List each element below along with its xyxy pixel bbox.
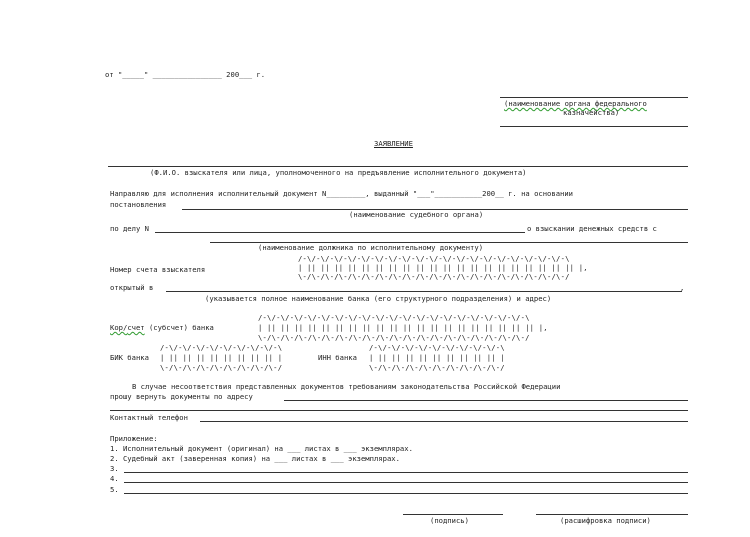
bank-caption: (указывается полное наименование банка (его структурного подразделения) и адрес) bbox=[205, 294, 552, 303]
bank-line bbox=[166, 291, 682, 292]
debtor-caption: (наименование должника по исполнительному документу) bbox=[258, 243, 484, 252]
inn-cells: | || || || || || || || || || | bbox=[369, 353, 505, 362]
body-line-1: Направляю для исполнения исполнительный документ N_________, выданный "___"___________200__ г. на основании bbox=[110, 189, 574, 198]
bik-cells: | || || || || || || || || | bbox=[160, 353, 283, 362]
attachment-item-2: 2. Судебный акт (заверенная копия) на ___ листах в ___ экземплярах. bbox=[110, 454, 400, 463]
inn-cells-top: /-\/-\/-\/-\/-\/-\/-\/-\/-\/-\ bbox=[369, 343, 505, 352]
kor-label: Кор/счет (субсчет) банка bbox=[110, 323, 214, 332]
bik-label: БИК банка bbox=[110, 353, 149, 362]
authority-caption-2: казначейства) bbox=[563, 108, 620, 117]
kor-cells-top: /-\/-\/-\/-\/-\/-\/-\/-\/-\/-\/-\/-\/-\/-\/-\/-\/-\/-\/-\/-\ bbox=[258, 313, 530, 322]
phone-label: Контактный телефон bbox=[110, 413, 188, 422]
opened-label: открытый в bbox=[110, 283, 154, 292]
attachment-item-1: 1. Исполнительный документ (оригинал) на ___ листах в ___ экземплярах. bbox=[110, 444, 413, 453]
attachment-item-3: 3. bbox=[110, 464, 119, 473]
attachment-item-4: 4. bbox=[110, 474, 119, 483]
attachments-heading: Приложение: bbox=[110, 434, 158, 443]
authority-line-2 bbox=[500, 126, 688, 127]
kor-cells: | || || || || || || || || || || || || || || || || || || || || |, bbox=[258, 323, 548, 332]
bik-cells-top: /-\/-\/-\/-\/-\/-\/-\/-\/-\ bbox=[160, 343, 283, 352]
account-cells: | || || || || || || || || || || || || || || || || || || || || |, bbox=[298, 263, 588, 272]
date-line: от "_____" ________________ 200___ г. bbox=[105, 70, 266, 79]
applicant-caption: (Ф.И.О. взыскателя или лица, уполномоченного на предъявление исполнительного документа) bbox=[150, 168, 527, 177]
attachment-line-5 bbox=[124, 493, 688, 494]
account-cells-top: /-\/-\/-\/-\/-\/-\/-\/-\/-\/-\/-\/-\/-\/-\/-\/-\/-\/-\/-\/-\ bbox=[298, 254, 570, 263]
document-title: ЗАЯВЛЕНИЕ bbox=[374, 139, 413, 148]
account-label: Номер счета взыскателя bbox=[110, 265, 206, 274]
bank-line-comma: , bbox=[680, 283, 685, 292]
account-cells-bottom: \-/\-/\-/\-/\-/\-/\-/\-/\-/\-/\-/\-/\-/\-/\-/\-/\-/\-/\-/\-/ bbox=[298, 272, 570, 281]
kor-cells-bottom: \-/\-/\-/\-/\-/\-/\-/\-/\-/\-/\-/\-/\-/\-/\-/\-/\-/\-/\-/\-/ bbox=[258, 333, 530, 342]
return-line-2: прошу вернуть документы по адресу bbox=[110, 392, 253, 401]
authority-line-1 bbox=[500, 97, 688, 98]
body-line-2: постановления bbox=[110, 200, 167, 209]
court-caption: (наименование судебного органа) bbox=[349, 210, 484, 219]
return-line-1: В случае несоответствия представленных документов требованиям законодательства Российской Федерации bbox=[132, 382, 561, 391]
phone-line bbox=[200, 421, 688, 422]
signature-line bbox=[403, 514, 503, 515]
attachment-line-3 bbox=[124, 472, 688, 473]
authority-caption-1: (наименование органа федерального bbox=[504, 99, 647, 108]
attachment-line-4 bbox=[124, 482, 688, 483]
signature-decode-caption: (расшифровка подписи) bbox=[560, 516, 651, 525]
return-address-line-1 bbox=[284, 400, 688, 401]
bik-cells-bottom: \-/\-/\-/\-/\-/\-/\-/\-/\-/ bbox=[160, 363, 283, 372]
attachment-item-5: 5. bbox=[110, 485, 119, 494]
inn-cells-bottom: \-/\-/\-/\-/\-/\-/\-/\-/\-/\-/ bbox=[369, 363, 505, 372]
case-line bbox=[155, 232, 525, 233]
signature-decode-line bbox=[536, 514, 688, 515]
return-address-line-2 bbox=[110, 410, 688, 411]
case-suffix: о взыскании денежных средств с bbox=[527, 224, 657, 233]
signature-caption: (подпись) bbox=[430, 516, 469, 525]
inn-label: ИНН банка bbox=[318, 353, 357, 362]
applicant-line bbox=[108, 166, 688, 167]
case-prefix: по делу N bbox=[110, 224, 149, 233]
